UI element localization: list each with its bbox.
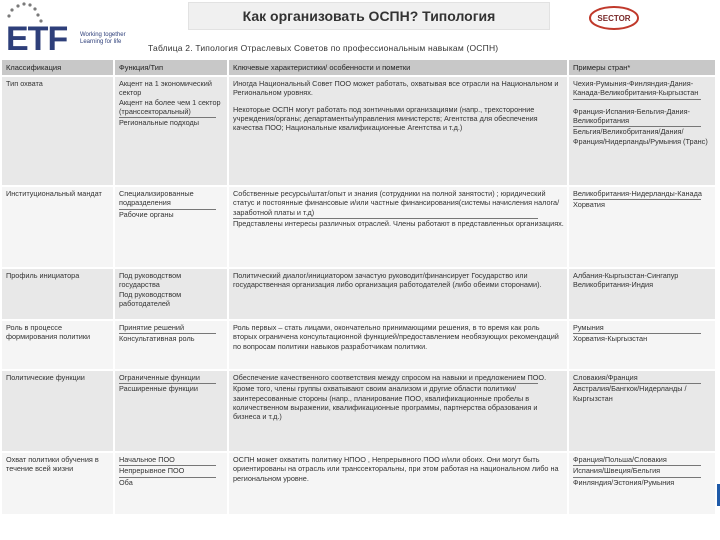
cell-features: Иногда Национальный Совет ПОО может работать, охватывая все отрасли на Национальном и Региональном уровнях. Некоторые ОСПН могут работать под зонтичными организациями (напр., трехсторонние учреждения/органы; департаменты/управления министерств; Агентства для обеспечения качества ПОО; Национальные квалификационные Агентства и т.д.) <box>228 76 568 186</box>
table-row <box>2 186 716 268</box>
cell-function: Ограниченные функции Расширенные функции <box>114 370 228 452</box>
cell-features: Собственные ресурсы/штат/опыт и знания (сотрудники на полной занятости) ; юридический статус и постоянные финансовые и/или частные финансирования(системы начисления налога/заработной платы и т.д) Представлены интересы различных отраслей. Члены работают в представленных организациях. <box>228 186 568 268</box>
cell-examples: Румыния Хорватия-Кыргызстан <box>568 320 716 370</box>
table-row <box>2 452 716 514</box>
table-row <box>2 76 716 186</box>
cell-classification: Политические функции <box>2 370 114 452</box>
cell-features: ОСПН может охватить политику НПОО , Непрерывного ПОО и/или обоих. Они могут быть ориентированы на отрасль или транссекторальны, при этом работая на национальном либо на региональном уровне. <box>228 452 568 514</box>
cell-examples: Словакия/Франция Австралия/Бангкок/Нидерланды / Кыргызстан <box>568 370 716 452</box>
cell-function: Акцент на 1 экономический сектор Акцент на более чем 1 сектор (транссекторальный) Региональные подходы <box>114 76 228 186</box>
column-header: Классификация <box>2 60 114 76</box>
table-row <box>2 268 716 320</box>
etf-logo <box>4 0 144 62</box>
cell-classification: Институциональный мандат <box>2 186 114 268</box>
cell-examples: Великобритания-Нидерланды-Канада Хорватия <box>568 186 716 268</box>
cell-classification: Роль в процессе формирования политики <box>2 320 114 370</box>
cell-features: Политический диалог/инициатором зачастую руководит/финансирует Государство или государственная организация либо организация работодателей (либо обеими сторонами). <box>228 268 568 320</box>
table-row <box>2 320 716 370</box>
column-header: Примеры стран* <box>568 60 716 76</box>
column-header: Ключевые характеристики/ особенности и пометки <box>228 60 568 76</box>
cell-classification: Профиль инициатора <box>2 268 114 320</box>
sector-badge <box>588 4 640 32</box>
page-title: Как организовать ОСПН? Типология <box>188 2 550 30</box>
cell-function: Начальное ПОО Непрерывное ПОО Оба <box>114 452 228 514</box>
cell-function: Под руководством государства Под руководством работодателей <box>114 268 228 320</box>
column-header: Функция/Тип <box>114 60 228 76</box>
cell-examples: Албания-Кыргызстан-Сингапур Великобритания-Индия <box>568 268 716 320</box>
etf-wordmark: ETF <box>6 20 68 58</box>
table-caption: Таблица 2. Типология Отраслевых Советов по профессиональным навыкам (ОСПН) <box>148 43 499 53</box>
sector-badge-label: SECTOR <box>597 14 631 23</box>
cell-function: Специализированные подразделения Рабочие органы <box>114 186 228 268</box>
table-row <box>2 370 716 452</box>
cell-classification: Тип охвата <box>2 76 114 186</box>
table-header-row <box>2 60 716 76</box>
cell-classification: Охват политики обучения в течение всей жизни <box>2 452 114 514</box>
cell-features: Роль первых – стать лицами, окончательно принимающими решения, в то время как роль вторых ограничена консультационной функцией/предоставлением необязующих рекомендаций по вопросам политики навыков разработчикам политики. <box>228 320 568 370</box>
cell-function: Принятие решений Консультативная роль <box>114 320 228 370</box>
cell-examples: Франция/Польша/Словакия Испания/Швеция/Бельгия Финляндия/Эстония/Румыния <box>568 452 716 514</box>
etf-tagline: Working together Learning for life <box>80 32 126 46</box>
cell-examples: Чехия-Румыния-Финляндия-Дания-Канада-Великобритания-Кыргызстан Франция-Испания-Бельгия-Дания-Великобритания Бельгия/Великобритания/Дания/Франция/Нидерланды/Румыния (Транс) <box>568 76 716 186</box>
cell-features: Обеспечение качественного соответствия между спросом на навыки и предложением ПОО. Кроме того, члены группы охватывают своим анализом и другие области политики/заинтересованные стороны (напр., планирование ПОО, квалификационные пробелы в количественном выражении, квалификационные программы, партнерства образования и бизнеса и т.д.) <box>228 370 568 452</box>
typology-table <box>2 60 717 514</box>
